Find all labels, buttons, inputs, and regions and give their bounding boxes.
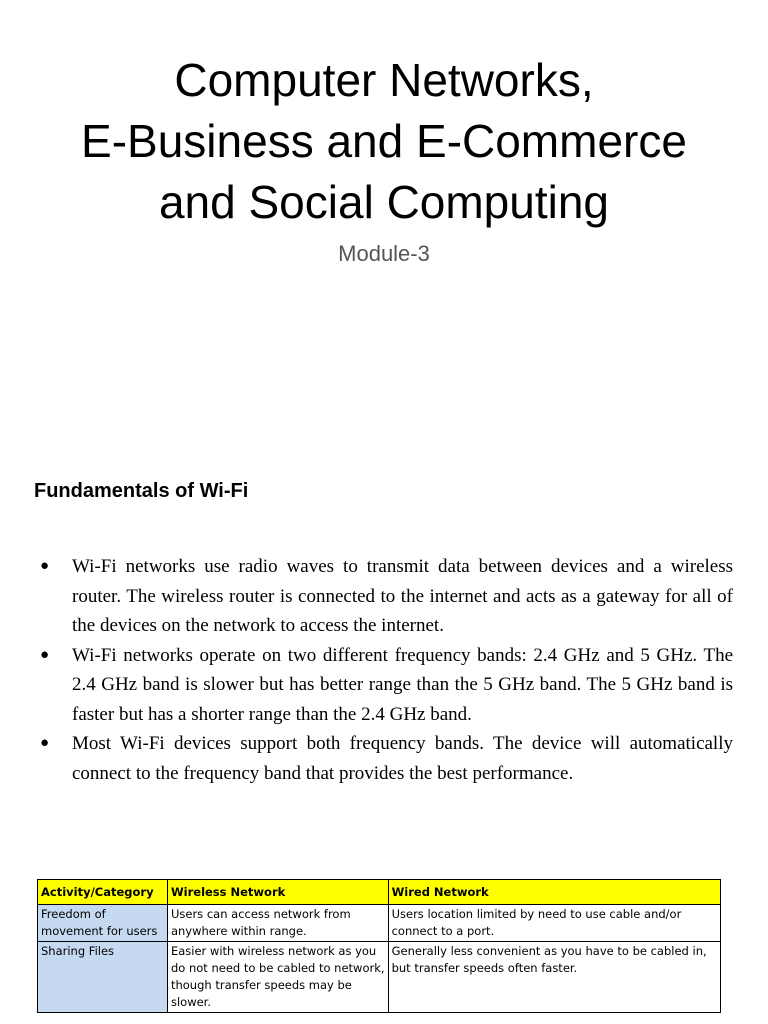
bullet-text: Most Wi-Fi devices support both frequency bands. The device will automatically connect to the frequency band that provides the best performance. <box>72 733 733 784</box>
document-title <box>0 50 768 233</box>
table-cell: Generally less convenient as you have to be cabled in, but transfer speeds often faster. <box>388 942 720 1013</box>
title-line-3: and Social Computing <box>158 176 610 228</box>
header-cell: Wired Network <box>388 880 720 905</box>
header-cell: Wireless Network <box>167 880 388 905</box>
bullet-item <box>34 729 733 788</box>
table-row <box>38 905 721 942</box>
comparison-table <box>37 879 721 1013</box>
bullet-text: Wi-Fi networks operate on two different frequency bands: 2.4 GHz and 5 GHz. The 2.4 GHz band is slower but has better range than the 5 GHz band. The 5 GHz band is faster but has a shorter range than the 2.4 GHz band. <box>72 644 733 725</box>
section-heading: Fundamentals of Wi-Fi <box>34 480 249 502</box>
bullet-icon: ● <box>40 735 50 751</box>
title-line-2: E-Business and E-Commerce <box>81 115 687 167</box>
bullet-item <box>34 552 733 641</box>
table-cell: Easier with wireless network as you do not need to be cabled to network, though transfer speeds may be slower. <box>167 942 388 1013</box>
table-header-row <box>38 880 721 905</box>
header-cell: Activity/Category <box>38 880 168 905</box>
bullet-text: Wi-Fi networks use radio waves to transmit data between devices and a wireless router. The wireless router is connected to the internet and acts as a gateway for all of the devices on the network to access the internet. <box>72 556 733 636</box>
bullet-list <box>34 552 733 788</box>
table-cell: Users can access network from anywhere within range. <box>167 905 388 942</box>
category-cell: Freedom of movement for users <box>38 905 168 942</box>
module-subtitle: Module-3 <box>338 241 430 266</box>
table-cell: Users location limited by need to use cable and/or connect to a port. <box>388 905 720 942</box>
bullet-icon: ● <box>40 646 50 663</box>
category-cell: Sharing Files <box>38 942 168 1013</box>
table-row <box>38 942 721 1013</box>
bullet-item <box>34 641 733 730</box>
bullet-icon: ● <box>40 558 50 574</box>
title-line-1: Computer Networks, <box>174 54 594 106</box>
